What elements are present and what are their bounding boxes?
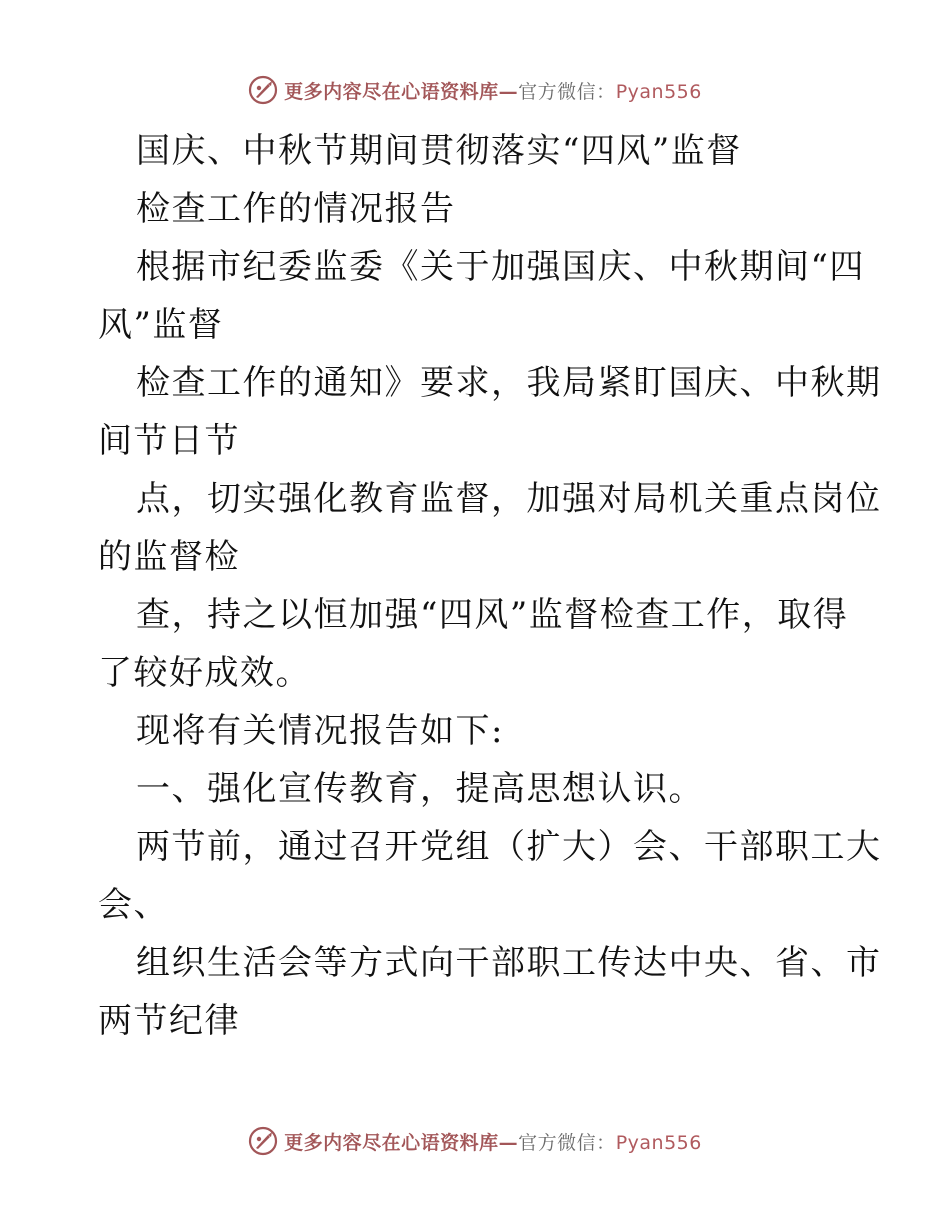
- watermark-wechat-id: Pyan556: [615, 1131, 702, 1154]
- title-line-1: 国庆、中秋节期间贯彻落实“四风”监督: [136, 131, 742, 171]
- paragraph-line: 了较好成效。: [98, 653, 311, 693]
- paragraph-line: 的监督检: [98, 537, 240, 577]
- watermark-text: [284, 1128, 702, 1155]
- watermark-wechat-id: Pyan556: [615, 80, 702, 103]
- paragraph-line: 两节前，通过召开党组（扩大）会、干部职工大: [136, 827, 882, 867]
- title-line-2: 检查工作的情况报告: [136, 189, 456, 229]
- quill-logo-icon: [248, 75, 278, 105]
- watermark-secondary-text: 官方微信：: [518, 1131, 616, 1154]
- footer-watermark: [0, 1123, 950, 1159]
- paragraph-line: 两节纪律: [98, 1001, 240, 1041]
- header-watermark: [0, 72, 950, 108]
- paragraph-line: 根据市纪委监委《关于加强国庆、中秋期间“四: [136, 247, 865, 287]
- paragraph-line: 查，持之以恒加强“四风”监督检查工作，取得: [136, 595, 849, 635]
- watermark-main-text: 更多内容尽在心语资料库—: [284, 80, 519, 103]
- document-body: [98, 122, 882, 1050]
- quill-logo-icon: [248, 1126, 278, 1156]
- paragraph-line: 现将有关情况报告如下:: [136, 711, 504, 751]
- paragraph-line: 点，切实强化教育监督，加强对局机关重点岗位: [136, 479, 882, 519]
- section-heading-1: 一、强化宣传教育，提高思想认识。: [136, 769, 704, 809]
- paragraph-line: 检查工作的通知》要求，我局紧盯国庆、中秋期: [136, 363, 882, 403]
- watermark-main-text: 更多内容尽在心语资料库—: [284, 1131, 519, 1154]
- paragraph-line: 会、: [98, 885, 169, 925]
- paragraph-line: 风”监督: [98, 305, 224, 345]
- watermark-secondary-text: 官方微信：: [518, 80, 616, 103]
- paragraph-line: 间节日节: [98, 421, 240, 461]
- watermark-text: [284, 77, 702, 104]
- paragraph-line: 组织生活会等方式向干部职工传达中央、省、市: [136, 943, 882, 983]
